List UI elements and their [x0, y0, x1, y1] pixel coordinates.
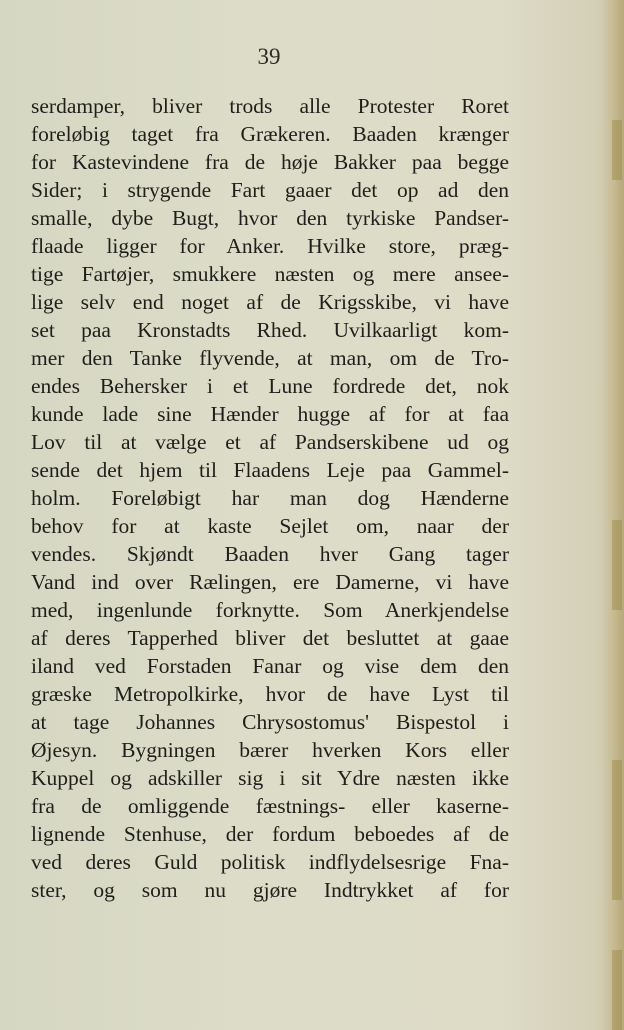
text-line: for Kastevindene fra de høje Bakker paa begge [31, 150, 509, 174]
text-line: Sider; i strygende Fart gaaer det op ad den [31, 178, 509, 202]
text-line: iland ved Forstaden Fanar og vise dem den [31, 654, 509, 678]
text-line: med, ingenlunde forknytte. Som Anerkjendelse [31, 598, 509, 622]
page-number: 39 [257, 44, 281, 69]
text-line: sende det hjem til Flaadens Leje paa Gammel- [31, 458, 509, 482]
text-line: foreløbig taget fra Grækeren. Baaden krænger [31, 122, 509, 146]
text-line: mer den Tanke flyvende, at man, om de Tro- [31, 346, 509, 370]
text-line: græske Metropolkirke, hvor de have Lyst til [31, 682, 509, 706]
text-line: Kuppel og adskiller sig i sit Ydre næsten ikke [31, 766, 509, 790]
text-line: vendes. Skjøndt Baaden hver Gang tager [31, 542, 509, 566]
text-line: lige selv end noget af de Krigsskibe, vi have [31, 290, 509, 314]
text-line: ster, og som nu gjøre Indtrykket af for [31, 878, 509, 902]
text-line: kunde lade sine Hænder hugge af for at faa [31, 402, 509, 426]
text-line: smalle, dybe Bugt, hvor den tyrkiske Pandser- [31, 206, 509, 230]
text-line: holm. Foreløbigt har man dog Hænderne [31, 486, 509, 510]
page-edge-mark [612, 120, 622, 180]
text-line: fra de omliggende fæstnings- eller kaserne- [31, 794, 509, 818]
text-line: lignende Stenhuse, der fordum beboedes af de [31, 822, 509, 846]
text-line: Lov til at vælge et af Pandserskibene ud og [31, 430, 509, 454]
page-edge-mark [612, 760, 622, 900]
text-line: set paa Kronstadts Rhed. Uvilkaarligt kom- [31, 318, 509, 342]
text-line: flaade ligger for Anker. Hvilke store, præg- [31, 234, 509, 258]
page-edge-mark [612, 520, 622, 610]
text-line: tige Fartøjer, smukkere næsten og mere ansee- [31, 262, 509, 286]
text-line: serdamper, bliver trods alle Protester Roret [31, 94, 509, 118]
text-line: af deres Tapperhed bliver det besluttet at gaae [31, 626, 509, 650]
text-line: at tage Johannes Chrysostomus' Bispestol i [31, 710, 509, 734]
text-line: ved deres Guld politisk indflydelsesrige Fna- [31, 850, 509, 874]
body-text [31, 92, 509, 904]
text-line: Øjesyn. Bygningen bærer hverken Kors eller [31, 738, 509, 762]
text-line: endes Behersker i et Lune fordrede det, nok [31, 374, 509, 398]
text-line: behov for at kaste Sejlet om, naar der [31, 514, 509, 538]
text-line: Vand ind over Rælingen, ere Damerne, vi have [31, 570, 509, 594]
page-edge-mark [612, 950, 622, 1030]
